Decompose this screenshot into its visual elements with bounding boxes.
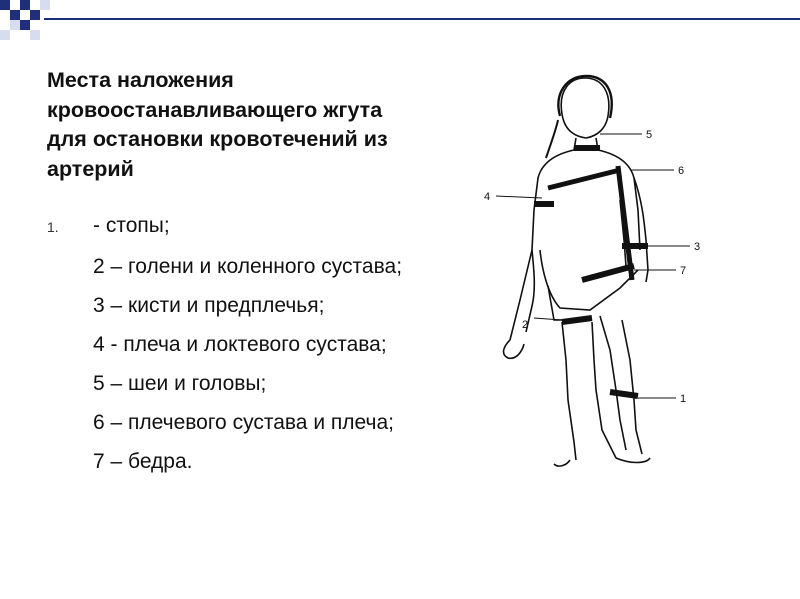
item-text: 2 – голени и коленного сустава; (93, 255, 403, 278)
list-item (47, 291, 447, 320)
artery-list (47, 211, 447, 486)
figure-label: 5 (646, 129, 653, 141)
tourniquet-bands (534, 148, 648, 396)
item-text: 6 – плечевого сустава и плеча; (93, 411, 394, 434)
figure-label: 3 (694, 241, 701, 253)
body-outline (504, 76, 653, 466)
item-text: 3 – кисти и предплечья; (93, 294, 325, 317)
list-item (47, 211, 447, 242)
item-text: 7 – бедра. (93, 450, 193, 473)
list-item (47, 330, 447, 359)
figure-label: 1 (680, 393, 687, 405)
tourniquet-figure (470, 70, 780, 490)
item-text: 5 – шеи и головы; (93, 372, 267, 395)
figure-label: 7 (680, 265, 687, 277)
slide-title: Места наложения кровоостанавливающего жгута для остановки кровотечений из артерий (47, 68, 388, 181)
item-number: 1. (47, 219, 59, 235)
figure-label: 4 (484, 191, 491, 203)
list-item (47, 369, 447, 398)
item-text: 4 - плеча и локтевого сустава; (93, 333, 387, 356)
list-item (47, 447, 447, 476)
figure-label: 2 (522, 319, 529, 331)
list-item (47, 408, 447, 437)
item-text: - стопы; (93, 214, 170, 237)
label-lines (496, 134, 690, 398)
corner-decoration (0, 0, 800, 48)
figure-label: 6 (678, 165, 685, 177)
list-item (47, 252, 447, 281)
